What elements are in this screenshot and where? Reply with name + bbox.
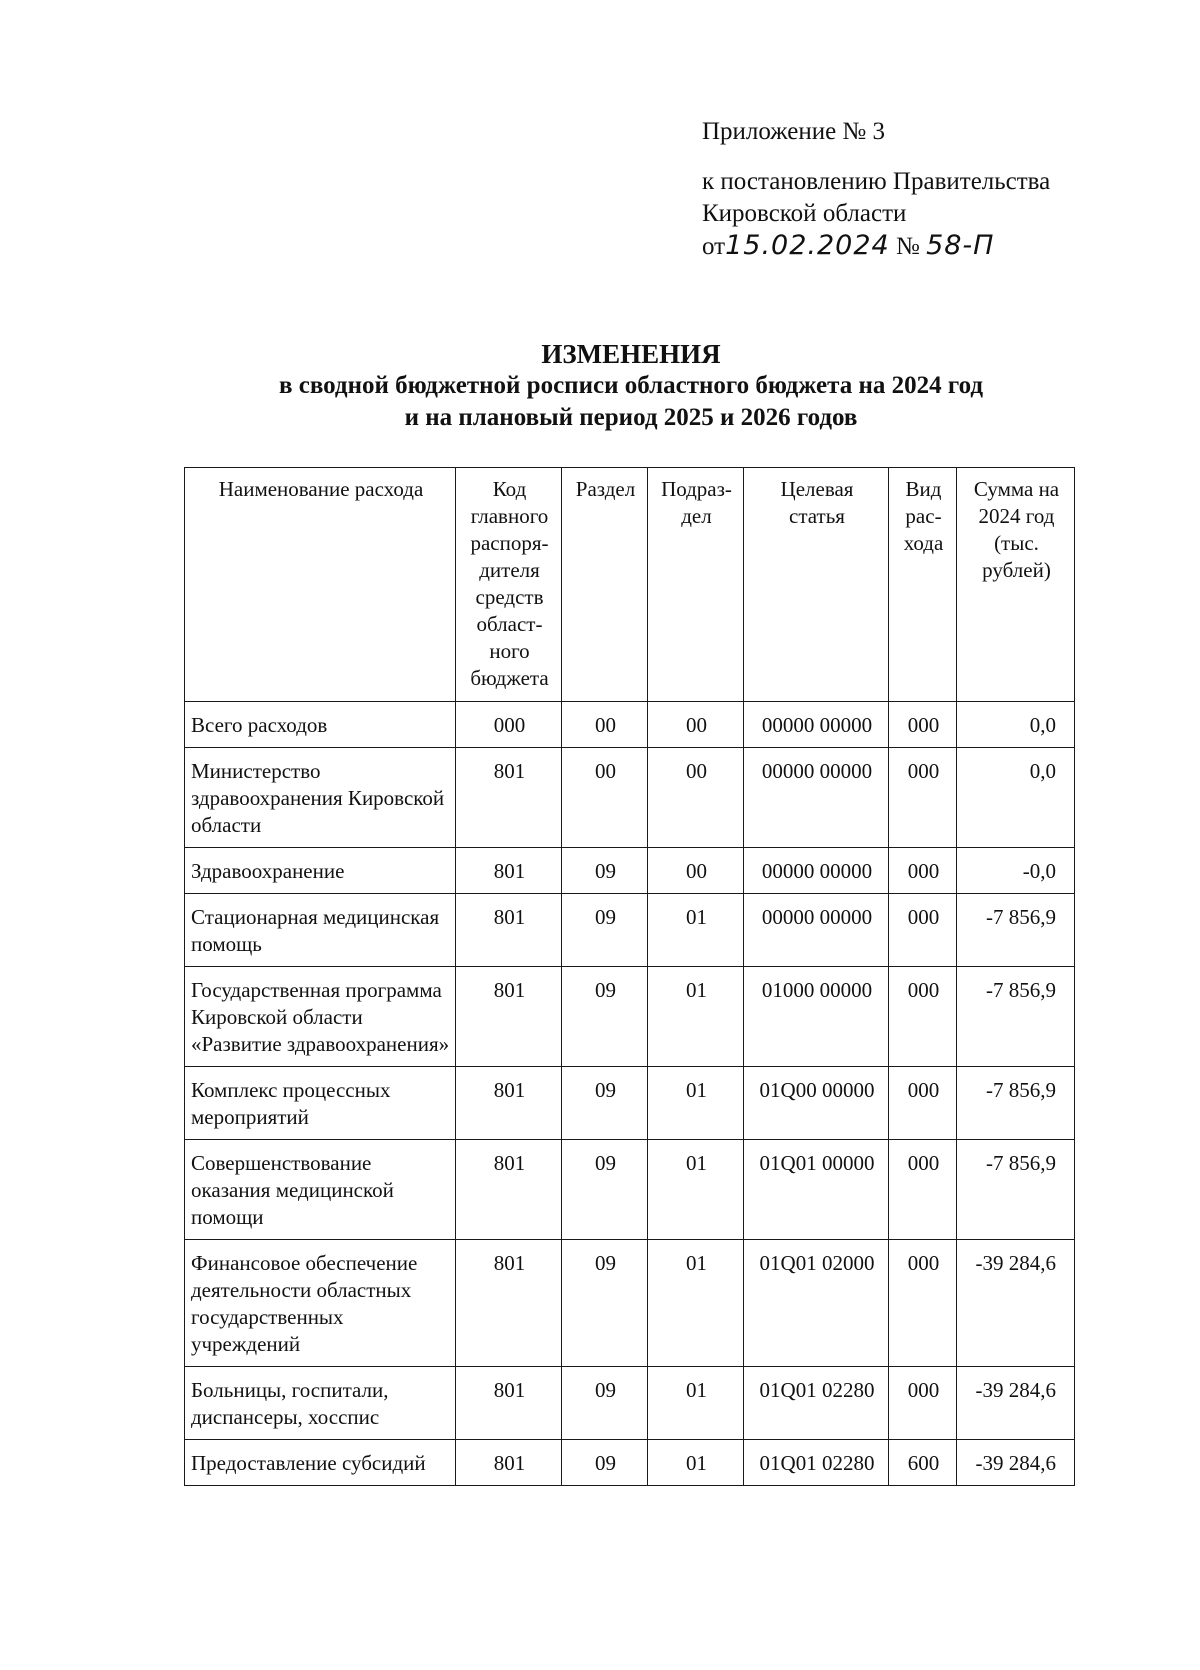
cell-section: 09 xyxy=(562,967,648,1067)
header-section: Раздел xyxy=(562,468,648,702)
cell-target: 00000 00000 xyxy=(744,702,889,748)
table-header-row xyxy=(185,468,1075,702)
cell-kind: 000 xyxy=(889,1367,957,1440)
handwritten-date: 15.02.2024 xyxy=(725,230,890,261)
table-row xyxy=(185,967,1075,1067)
table-row xyxy=(185,748,1075,848)
header-name: Наименование расхода xyxy=(185,468,456,702)
cell-kind: 000 xyxy=(889,848,957,894)
cell-section: 09 xyxy=(562,848,648,894)
cell-code: 801 xyxy=(456,748,562,848)
cell-target: 01Q00 00000 xyxy=(744,1067,889,1140)
cell-section: 09 xyxy=(562,894,648,967)
cell-code: 801 xyxy=(456,894,562,967)
cell-code: 801 xyxy=(456,848,562,894)
budget-changes-table xyxy=(184,467,1075,1486)
cell-section: 00 xyxy=(562,748,648,848)
cell-subsection: 00 xyxy=(648,702,744,748)
cell-name: Больницы, госпитали, диспансеры, хосспис xyxy=(185,1367,456,1440)
date-prefix: от xyxy=(702,233,726,260)
cell-sum: 0,0 xyxy=(957,748,1075,848)
cell-subsection: 01 xyxy=(648,1067,744,1140)
table-row xyxy=(185,848,1075,894)
table-row xyxy=(185,1140,1075,1240)
cell-target: 01000 00000 xyxy=(744,967,889,1067)
cell-sum: 0,0 xyxy=(957,702,1075,748)
cell-sum: -39 284,6 xyxy=(957,1440,1075,1486)
cell-code: 801 xyxy=(456,967,562,1067)
cell-section: 09 xyxy=(562,1367,648,1440)
header-code: Код главного распоря-дителя средств област-ного бюджета xyxy=(456,468,562,702)
cell-subsection: 01 xyxy=(648,1140,744,1240)
cell-sum: -7 856,9 xyxy=(957,1140,1075,1240)
cell-section: 09 xyxy=(562,1440,648,1486)
cell-kind: 000 xyxy=(889,967,957,1067)
number-prefix: № xyxy=(895,233,920,260)
cell-code: 801 xyxy=(456,1440,562,1486)
cell-sum: -7 856,9 xyxy=(957,1067,1075,1140)
cell-name: Государственная программа Кировской области «Развитие здравоохранения» xyxy=(185,967,456,1067)
handwritten-number: 58-П xyxy=(926,230,995,261)
cell-sum: -0,0 xyxy=(957,848,1075,894)
cell-subsection: 01 xyxy=(648,967,744,1067)
header-subsection: Подраз-дел xyxy=(648,468,744,702)
cell-target: 01Q01 00000 xyxy=(744,1140,889,1240)
annex-title: Приложение № 3 xyxy=(702,118,886,145)
cell-sum: -7 856,9 xyxy=(957,967,1075,1067)
table-row xyxy=(185,1367,1075,1440)
cell-kind: 000 xyxy=(889,894,957,967)
cell-section: 09 xyxy=(562,1067,648,1140)
cell-kind: 000 xyxy=(889,1140,957,1240)
cell-subsection: 00 xyxy=(648,748,744,848)
cell-subsection: 00 xyxy=(648,848,744,894)
cell-code: 801 xyxy=(456,1067,562,1140)
cell-code: 801 xyxy=(456,1140,562,1240)
cell-target: 00000 00000 xyxy=(744,748,889,848)
cell-name: Министерство здравоохранения Кировской области xyxy=(185,748,456,848)
cell-name: Совершенствование оказания медицинской помощи xyxy=(185,1140,456,1240)
document-title: ИЗМЕНЕНИЯ xyxy=(541,339,721,369)
cell-section: 09 xyxy=(562,1140,648,1240)
table-row xyxy=(185,1240,1075,1367)
cell-subsection: 01 xyxy=(648,1367,744,1440)
cell-code: 801 xyxy=(456,1240,562,1367)
cell-subsection: 01 xyxy=(648,1440,744,1486)
cell-name: Всего расходов xyxy=(185,702,456,748)
cell-kind: 000 xyxy=(889,1240,957,1367)
cell-target: 00000 00000 xyxy=(744,894,889,967)
cell-kind: 000 xyxy=(889,702,957,748)
cell-code: 000 xyxy=(456,702,562,748)
cell-target: 01Q01 02280 xyxy=(744,1367,889,1440)
document-subtitle-2: и на плановый период 2025 и 2026 годов xyxy=(404,404,858,431)
cell-kind: 000 xyxy=(889,1067,957,1140)
cell-kind: 000 xyxy=(889,748,957,848)
header-target: Целевая статья xyxy=(744,468,889,702)
cell-code: 801 xyxy=(456,1367,562,1440)
cell-name: Предоставление субсидий xyxy=(185,1440,456,1486)
header-sum: Сумма на 2024 год (тыс. рублей) xyxy=(957,468,1075,702)
cell-subsection: 01 xyxy=(648,894,744,967)
cell-name: Здравоохранение xyxy=(185,848,456,894)
annex-region-line: Кировской области xyxy=(702,200,907,227)
cell-target: 01Q01 02280 xyxy=(744,1440,889,1486)
table-row xyxy=(185,894,1075,967)
table-row xyxy=(185,702,1075,748)
table-row xyxy=(185,1440,1075,1486)
cell-sum: -39 284,6 xyxy=(957,1240,1075,1367)
cell-section: 00 xyxy=(562,702,648,748)
annex-block xyxy=(702,116,1050,263)
table-row xyxy=(185,1067,1075,1140)
cell-subsection: 01 xyxy=(648,1240,744,1367)
annex-date-line xyxy=(702,230,1050,263)
cell-name: Стационарная медицинская помощь xyxy=(185,894,456,967)
cell-sum: -7 856,9 xyxy=(957,894,1075,967)
cell-section: 09 xyxy=(562,1240,648,1367)
annex-resolution-line: к постановлению Правительства xyxy=(702,168,1051,195)
cell-target: 01Q01 02000 xyxy=(744,1240,889,1367)
cell-name: Комплекс процессных мероприятий xyxy=(185,1067,456,1140)
document-heading xyxy=(0,338,1200,434)
header-kind: Вид рас-хода xyxy=(889,468,957,702)
cell-target: 00000 00000 xyxy=(744,848,889,894)
cell-kind: 600 xyxy=(889,1440,957,1486)
cell-sum: -39 284,6 xyxy=(957,1367,1075,1440)
document-subtitle-1: в сводной бюджетной росписи областного бюджета на 2024 год xyxy=(278,372,984,399)
cell-name: Финансовое обеспечение деятельности областных государственных учреждений xyxy=(185,1240,456,1367)
